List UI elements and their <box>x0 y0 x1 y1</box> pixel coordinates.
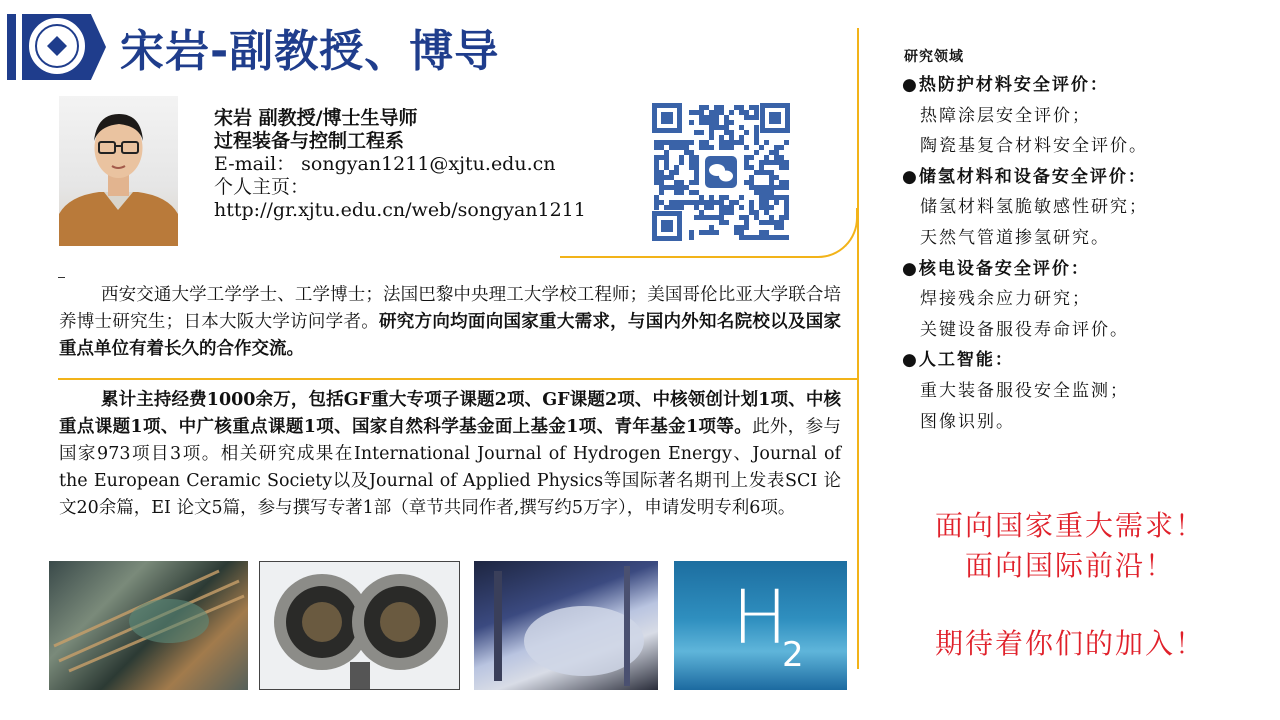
slogan-3: 期待着你们的加入！ <box>934 627 1205 660</box>
bio-p1-plain: 西安交通大学工学学士、工学博士；法国巴黎中央理工大学校工程师；美国哥伦比亚大学联合培养博士研究生；日本大阪大学访问学者。 <box>59 285 841 332</box>
wechat-qr-code <box>650 101 792 243</box>
research-subitem: 关键设备服役寿命评价。 <box>920 319 1129 340</box>
bio-paragraph-1 <box>59 282 841 363</box>
research-subitem: 储氢材料氢脆敏感性研究； <box>920 197 1148 218</box>
research-title: 研究领域 <box>904 49 964 65</box>
research-subitem: 重大装备服役安全监测； <box>920 380 1129 401</box>
section-divider <box>58 378 858 380</box>
research-list <box>902 70 1148 437</box>
bio-p1-bold: 研究方向均面向国家重大需求，与国内外知名院校以及国家重点单位有着长久的合作交流。 <box>59 312 842 359</box>
bio-paragraph-2 <box>59 387 841 522</box>
research-heading: ●热防护材料安全评价： <box>902 75 1109 95</box>
bio-p2-bold: 累计主持经费1000余万，包括GF重大专项子课题2项、GF课题2项、中核领创计划1项、中核重点课题1项、中广核重点课题1项、国家自然科学基金面上基金1项、青年基金1项等。 <box>59 390 841 437</box>
vertical-divider <box>857 28 859 669</box>
portrait-photo <box>59 96 178 246</box>
email[interactable]: E-mail： songyan1211@xjtu.edu.cn <box>214 153 556 175</box>
coated-pipe-image <box>474 561 658 690</box>
research-subitem: 陶瓷基复合材料安全评价。 <box>920 136 1148 157</box>
hydrogen-image <box>674 561 847 690</box>
page-title: 宋岩-副教授、博导 <box>120 26 500 77</box>
h2-symbol: H <box>732 575 788 661</box>
research-subitem: 图像识别。 <box>920 411 1015 432</box>
contact-block <box>214 107 586 222</box>
slogan-1: 面向国家重大需求！ <box>934 509 1205 542</box>
h2-subscript: 2 <box>782 635 804 675</box>
jet-engine-image <box>259 561 460 690</box>
name-title: 宋岩 副教授/博士生导师 <box>214 107 418 129</box>
bio-p2-plain: 此外，参与国家973项目3项。相关研究成果在International Journal of Hydrogen Energy、Journal of the European Ceramic Society以及Journal of Applied Physics等国际著名期刊上发表SCI 论文20余篇，EI 论文5篇，参与撰写专著1部（章节共同作者,撰写约5万字），申请发明专利6项。 <box>59 417 841 518</box>
research-heading: ●储氢材料和设备安全评价： <box>902 166 1147 187</box>
research-subitem: 天然气管道掺氢研究。 <box>920 227 1110 248</box>
text-cursor-mark <box>58 277 65 278</box>
department: 过程装备与控制工程系 <box>214 130 405 152</box>
research-subitem: 焊接残余应力研究； <box>920 289 1091 310</box>
slogan-2: 面向国际前沿！ <box>964 549 1175 582</box>
homepage-link[interactable]: http://gr.xjtu.edu.cn/web/songyan1211 <box>214 199 586 221</box>
research-heading: ●人工智能： <box>902 350 1014 371</box>
research-heading: ●核电设备安全评价： <box>902 258 1090 279</box>
turbine-image <box>49 561 248 690</box>
header-accent-bar <box>7 14 16 80</box>
research-subitem: 热障涂层安全评价； <box>920 105 1091 126</box>
homepage-label: 个人主页： <box>214 176 310 198</box>
